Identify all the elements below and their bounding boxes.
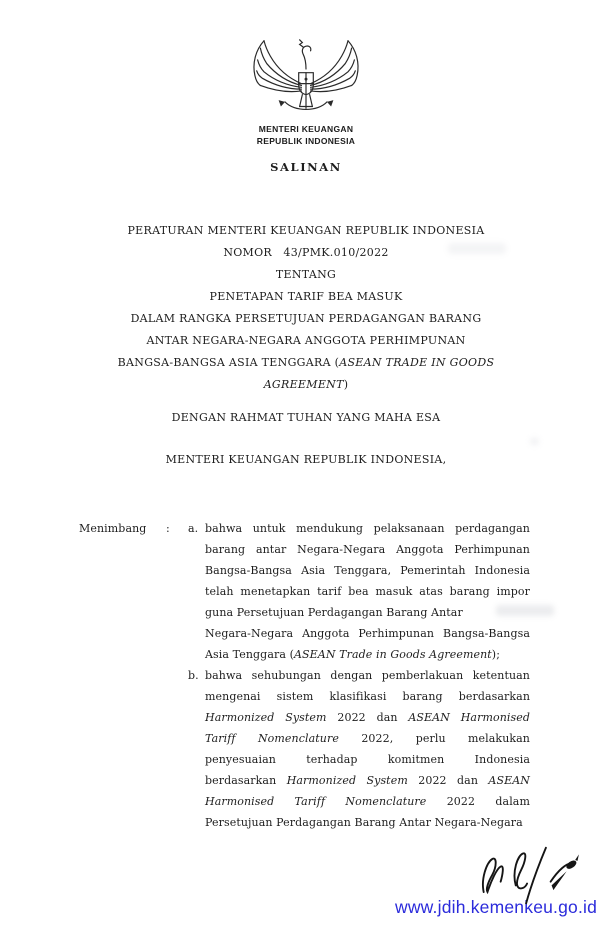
text-line: BANGSA-BANGSA ASIA TENGGARA (ASEAN TRADE IN GOODS [117, 356, 495, 369]
scan-artifact [448, 243, 506, 254]
item-paragraph [205, 665, 530, 833]
text-line: ANTAR NEGARA-NEGARA ANGGOTA PERHIMPUNAN [146, 334, 466, 347]
item-paragraph [205, 518, 530, 665]
considering-colon: : [166, 522, 170, 535]
text-line: Asia Tenggara (ASEAN Trade in Goods Agreement); [205, 648, 500, 661]
emblem-container [0, 38, 612, 126]
text-line: PENETAPAN TARIF BEA MASUK [209, 290, 403, 303]
considering-items [188, 518, 531, 833]
text-line: PERATURAN MENTERI KEUANGAN REPUBLIK INDONESIA [127, 224, 485, 237]
considering-label: Menimbang [79, 522, 147, 535]
text-line: TENTANG [275, 268, 337, 281]
text-line: Harmonised Tariff Nomenclature 2022 dalam [205, 795, 530, 808]
text-line: guna Persetujuan Perdagangan Barang Antar [205, 606, 463, 619]
text-line: Negara-Negara Anggota Perhimpunan Bangsa-Bangsa [205, 627, 530, 640]
considering-section [79, 518, 531, 833]
text-line: barang antar Negara-Negara Anggota Perhimpunan [205, 543, 530, 556]
item-letter: b. [188, 669, 199, 682]
text-line: AGREEMENT) [263, 378, 349, 391]
ministry-letterhead [0, 123, 612, 147]
text-line: mengenai sistem klasifikasi barang berdasarkan [205, 690, 530, 703]
scan-artifact [530, 438, 539, 445]
text-line: bahwa untuk mendukung pelaksanaan perdagangan [205, 522, 530, 535]
text-line: telah menetapkan tarif bea masuk atas barang impor [205, 585, 530, 598]
invocation-issuer: MENTERI KEUANGAN REPUBLIK INDONESIA, [165, 453, 447, 466]
item-letter: a. [188, 522, 199, 535]
text-line: Bangsa-Bangsa Asia Tenggara, Pemerintah Indonesia [205, 564, 530, 577]
regulation-title [0, 220, 612, 396]
invocation-grace: DENGAN RAHMAT TUHAN YANG MAHA ESA [171, 411, 441, 424]
text-line: NOMOR 43/PMK.010/2022 [223, 246, 389, 259]
ministry-name-line2: REPUBLIK INDONESIA [256, 136, 356, 146]
garuda-pancasila-emblem-icon [245, 38, 367, 126]
considering-item-b [188, 665, 531, 833]
text-line: berdasarkan Harmonized System 2022 dan ASEAN [205, 774, 530, 787]
scan-artifact [496, 605, 554, 616]
jdih-website-link[interactable]: www.jdih.kemenkeu.go.id [395, 897, 598, 917]
ministry-name-line1: MENTERI KEUANGAN [258, 124, 354, 134]
considering-item-a [188, 518, 531, 665]
signature-initials-icon [468, 843, 588, 909]
text-line: penyesuaian terhadap komitmen Indonesia [205, 753, 530, 766]
text-line: DALAM RANGKA PERSETUJUAN PERDAGANGAN BARANG [130, 312, 482, 325]
text-line: Persetujuan Perdagangan Barang Antar Negara-Negara [205, 816, 523, 829]
text-line: Harmonized System 2022 dan ASEAN Harmonised [205, 711, 530, 724]
text-line: bahwa sehubungan dengan pemberlakuan ketentuan [205, 669, 530, 682]
text-line: Tariff Nomenclature 2022, perlu melakukan [205, 732, 530, 745]
copy-label: SALINAN [270, 160, 342, 174]
